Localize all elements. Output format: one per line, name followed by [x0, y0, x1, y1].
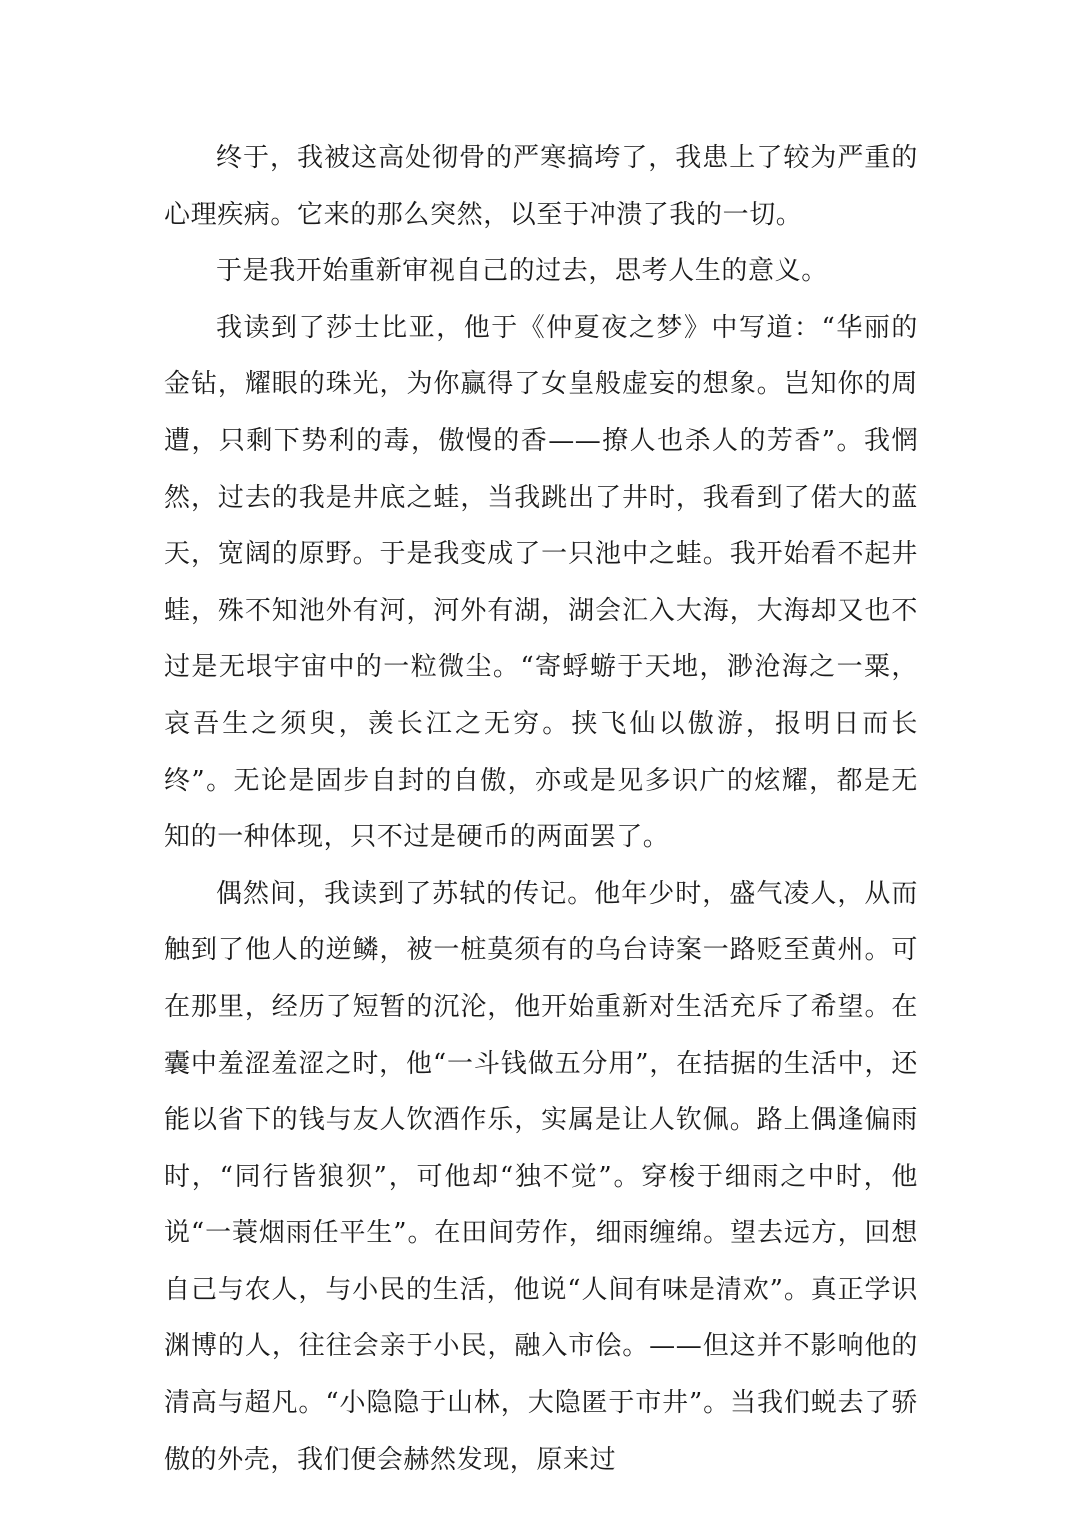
paragraph-reflection: 于是我开始重新审视自己的过去，思考人生的意义。: [216, 256, 828, 287]
paragraph-su-shi: 偶然间，我读到了苏轼的传记。他年少时，盛气凌人，从而触到了他人的逆鳞，被一桩莫须有的乌台诗案一路贬至黄州。可在那里，经历了短暂的沉沦，他开始重新对生活充斥了希望。在囊中羞涩羞涩之时，他“一斗钱做五分用”，在拮据的生活中，还能以省下的钱与友人饮酒作乐，实属是让人钦佩。路上偶逢偏雨时，“同行皆狼狈”，可他却“独不觉”。穿梭于细雨之中时，他说“一蓑烟雨任平生”。在田间劳作，细雨缠绵。望去远方，回想自己与农人，与小民的生活，他说“人间有味是清欢”。真正学识渊博的人，往往会亲于小民，融入市侩。——但这并不影响他的清高与超凡。“小隐隐于山林，大隐匿于市井”。当我们蜕去了骄傲的外壳，我们便会赫然发现，原来过: [164, 878, 918, 1475]
document-body: [164, 130, 918, 1488]
paragraph-shakespeare: 我读到了莎士比亚，他于《仲夏夜之梦》中写道：“华丽的金钻，耀眼的珠光，为你赢得了女皇般虚妄的想象。岂知你的周遭，只剩下势利的毒，傲慢的香——撩人也杀人的芳香”。我惘然，过去的我是井底之蛙，当我跳出了井时，我看到了偌大的蓝天，宽阔的原野。于是我变成了一只池中之蛙。我开始看不起井蛙，殊不知池外有河，河外有湖，湖会汇入大海，大海却又也不过是无垠宇宙中的一粒微尘。“寄蜉蝣于天地，渺沧海之一粟，哀吾生之须臾，羡长江之无穷。挟飞仙以傲游，报明日而长终”。无论是固步自封的自傲，亦或是见多识广的炫耀，都是无知的一种体现，只不过是硬币的两面罢了。: [164, 312, 918, 853]
paragraph-illness: 终于，我被这高处彻骨的严寒搞垮了，我患上了较为严重的心理疾病。它来的那么突然，以至于冲溃了我的一切。: [164, 143, 918, 230]
